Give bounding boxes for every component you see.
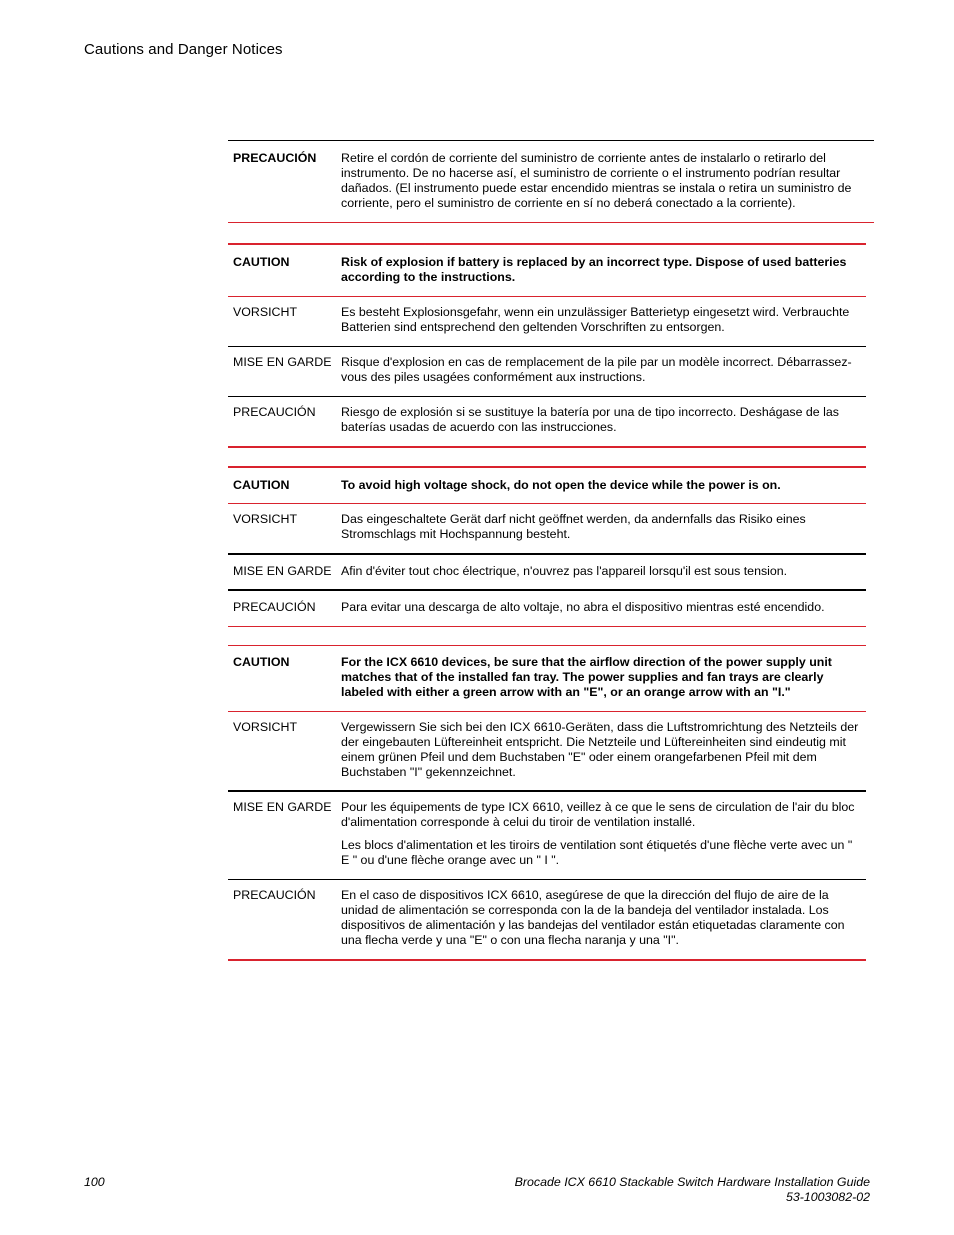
footer-doc-info [515,1175,870,1205]
notice-label: MISE EN GARDE [233,355,332,369]
notice-label: CAUTION [233,255,290,269]
notice-row [228,646,866,712]
notice-label: MISE EN GARDE [233,564,332,578]
notice-text [341,590,866,627]
notice-paragraph: To avoid high voltage shock, do not open the device while the power is on. [341,478,781,492]
notice-row [228,467,866,504]
notice-table-airflow [228,645,866,961]
notice-text [341,141,874,223]
notice-paragraph: For the ICX 6610 devices, be sure that the airflow direction of the power supply unit matches that of the installed fan tray. The power supplies and fan trays are clearly labeled with either a green arrow with an "E", or an orange arrow with an "I." [341,655,832,699]
notice-row [228,590,866,627]
notice-paragraph: Risk of explosion if battery is replaced by an incorrect type. Dispose of used batteries according to the instructions. [341,255,847,284]
notice-row [228,244,866,297]
notice-paragraph: Riesgo de explosión si se sustituye la batería por una de tipo incorrecto. Deshágase de las baterías usadas de acuerdo con las instrucciones. [341,405,839,434]
notice-text [341,347,866,397]
notice-text [341,467,866,504]
notice-label: VORSICHT [233,512,298,526]
notice-row [228,347,866,397]
notice-row [228,141,874,223]
notice-text [341,712,866,792]
notice-row [228,554,866,590]
notice-text [341,880,866,961]
notice-paragraph: Para evitar una descarga de alto voltaje, no abra el dispositivo mientras esté encendido. [341,600,825,614]
notice-row [228,880,866,961]
notice-text [341,791,866,880]
notice-paragraph: Retire el cordón de corriente del suministro de corriente antes de instalarlo o retirarlo del instrumento. De no hacerse así, el suministro de corriente o el instrumento podrían resultar dañados. (El instrumento puede estar encendido mientras se instala o retira un suministro de corriente, pero el suministro de corriente en sí no deberá conectado a la corriente). [341,151,852,210]
notice-text [341,504,866,555]
notice-row [228,712,866,792]
notice-table-battery [228,243,866,448]
page-number: 100 [84,1175,105,1189]
notice-row [228,397,866,448]
notice-paragraph: Vergewissern Sie sich bei den ICX 6610-Geräten, dass die Luftstromrichtung des Netzteils der der eingebauten Lüftereinheit entspricht. Die Netzteile und Lüftereinheiten sind eindeutig mit einem grünen Pfeil und dem Buchstaben "E" oder einem orangefarbenen Pfeil mit dem Buchstaben "I" gekennzeichnet. [341,720,859,779]
notice-label: CAUTION [233,478,290,492]
notice-paragraph: En el caso de dispositivos ICX 6610, asegúrese de que la dirección del flujo de aire de la unidad de alimentación se corresponda con la de la bandeja del ventilador instalada. Los dispositivos de alimentación y las bandejas del ventilador están etiquetadas claramente con una flecha verde y una "E" o con una flecha naranja y una "I". [341,888,845,947]
notice-row [228,791,866,880]
notice-paragraph: Es besteht Explosionsgefahr, wenn ein unzulässiger Batterietyp eingesetzt wird. Verbrauchte Batterien sind entsprechend den geltenden Vorschriften zu entsorgen. [341,305,850,334]
notice-paragraph: Les blocs d'alimentation et les tiroirs de ventilation sont étiquetés d'une flèche verte avec un " E " ou d'une flèche orange avec un " I ". [341,838,853,867]
notice-label: VORSICHT [233,720,298,734]
notice-label: CAUTION [233,655,290,669]
notice-label: VORSICHT [233,305,298,319]
notice-table-high-voltage [228,466,866,627]
notice-text [341,397,866,448]
running-header: Cautions and Danger Notices [84,41,283,58]
notice-row [228,297,866,347]
notice-label: PRECAUCIÓN [233,405,316,419]
guide-title: Brocade ICX 6610 Stackable Switch Hardware Installation Guide [514,1175,870,1189]
notice-text [341,244,866,297]
notice-label: PRECAUCIÓN [233,600,316,614]
notice-text [341,646,866,712]
notice-text [341,297,866,347]
notice-paragraph: Risque d'explosion en cas de remplacement de la pile par un modèle incorrect. Débarrassez-vous des piles usagées conformément aux instructions. [341,355,852,384]
notice-label: PRECAUCIÓN [233,888,316,902]
notice-label: MISE EN GARDE [233,800,332,814]
notice-label: PRECAUCIÓN [233,151,317,165]
notice-text [341,554,866,590]
doc-number: 53-1003082-02 [785,1190,870,1204]
notice-paragraph: Pour les équipements de type ICX 6610, veillez à ce que le sens de circulation de l'air du bloc d'alimentation corresponde à celui du tiroir de ventilation installé. [341,800,855,829]
notice-paragraph: Afin d'éviter tout choc électrique, n'ouvrez pas l'appareil lorsqu'il est sous tension. [341,564,788,578]
notice-table-power-cord [228,140,874,223]
notice-row [228,504,866,555]
notice-paragraph: Das eingeschaltete Gerät darf nicht geöffnet werden, da andernfalls das Risiko eines Stromschlags mit Hochspannung besteht. [341,512,806,541]
